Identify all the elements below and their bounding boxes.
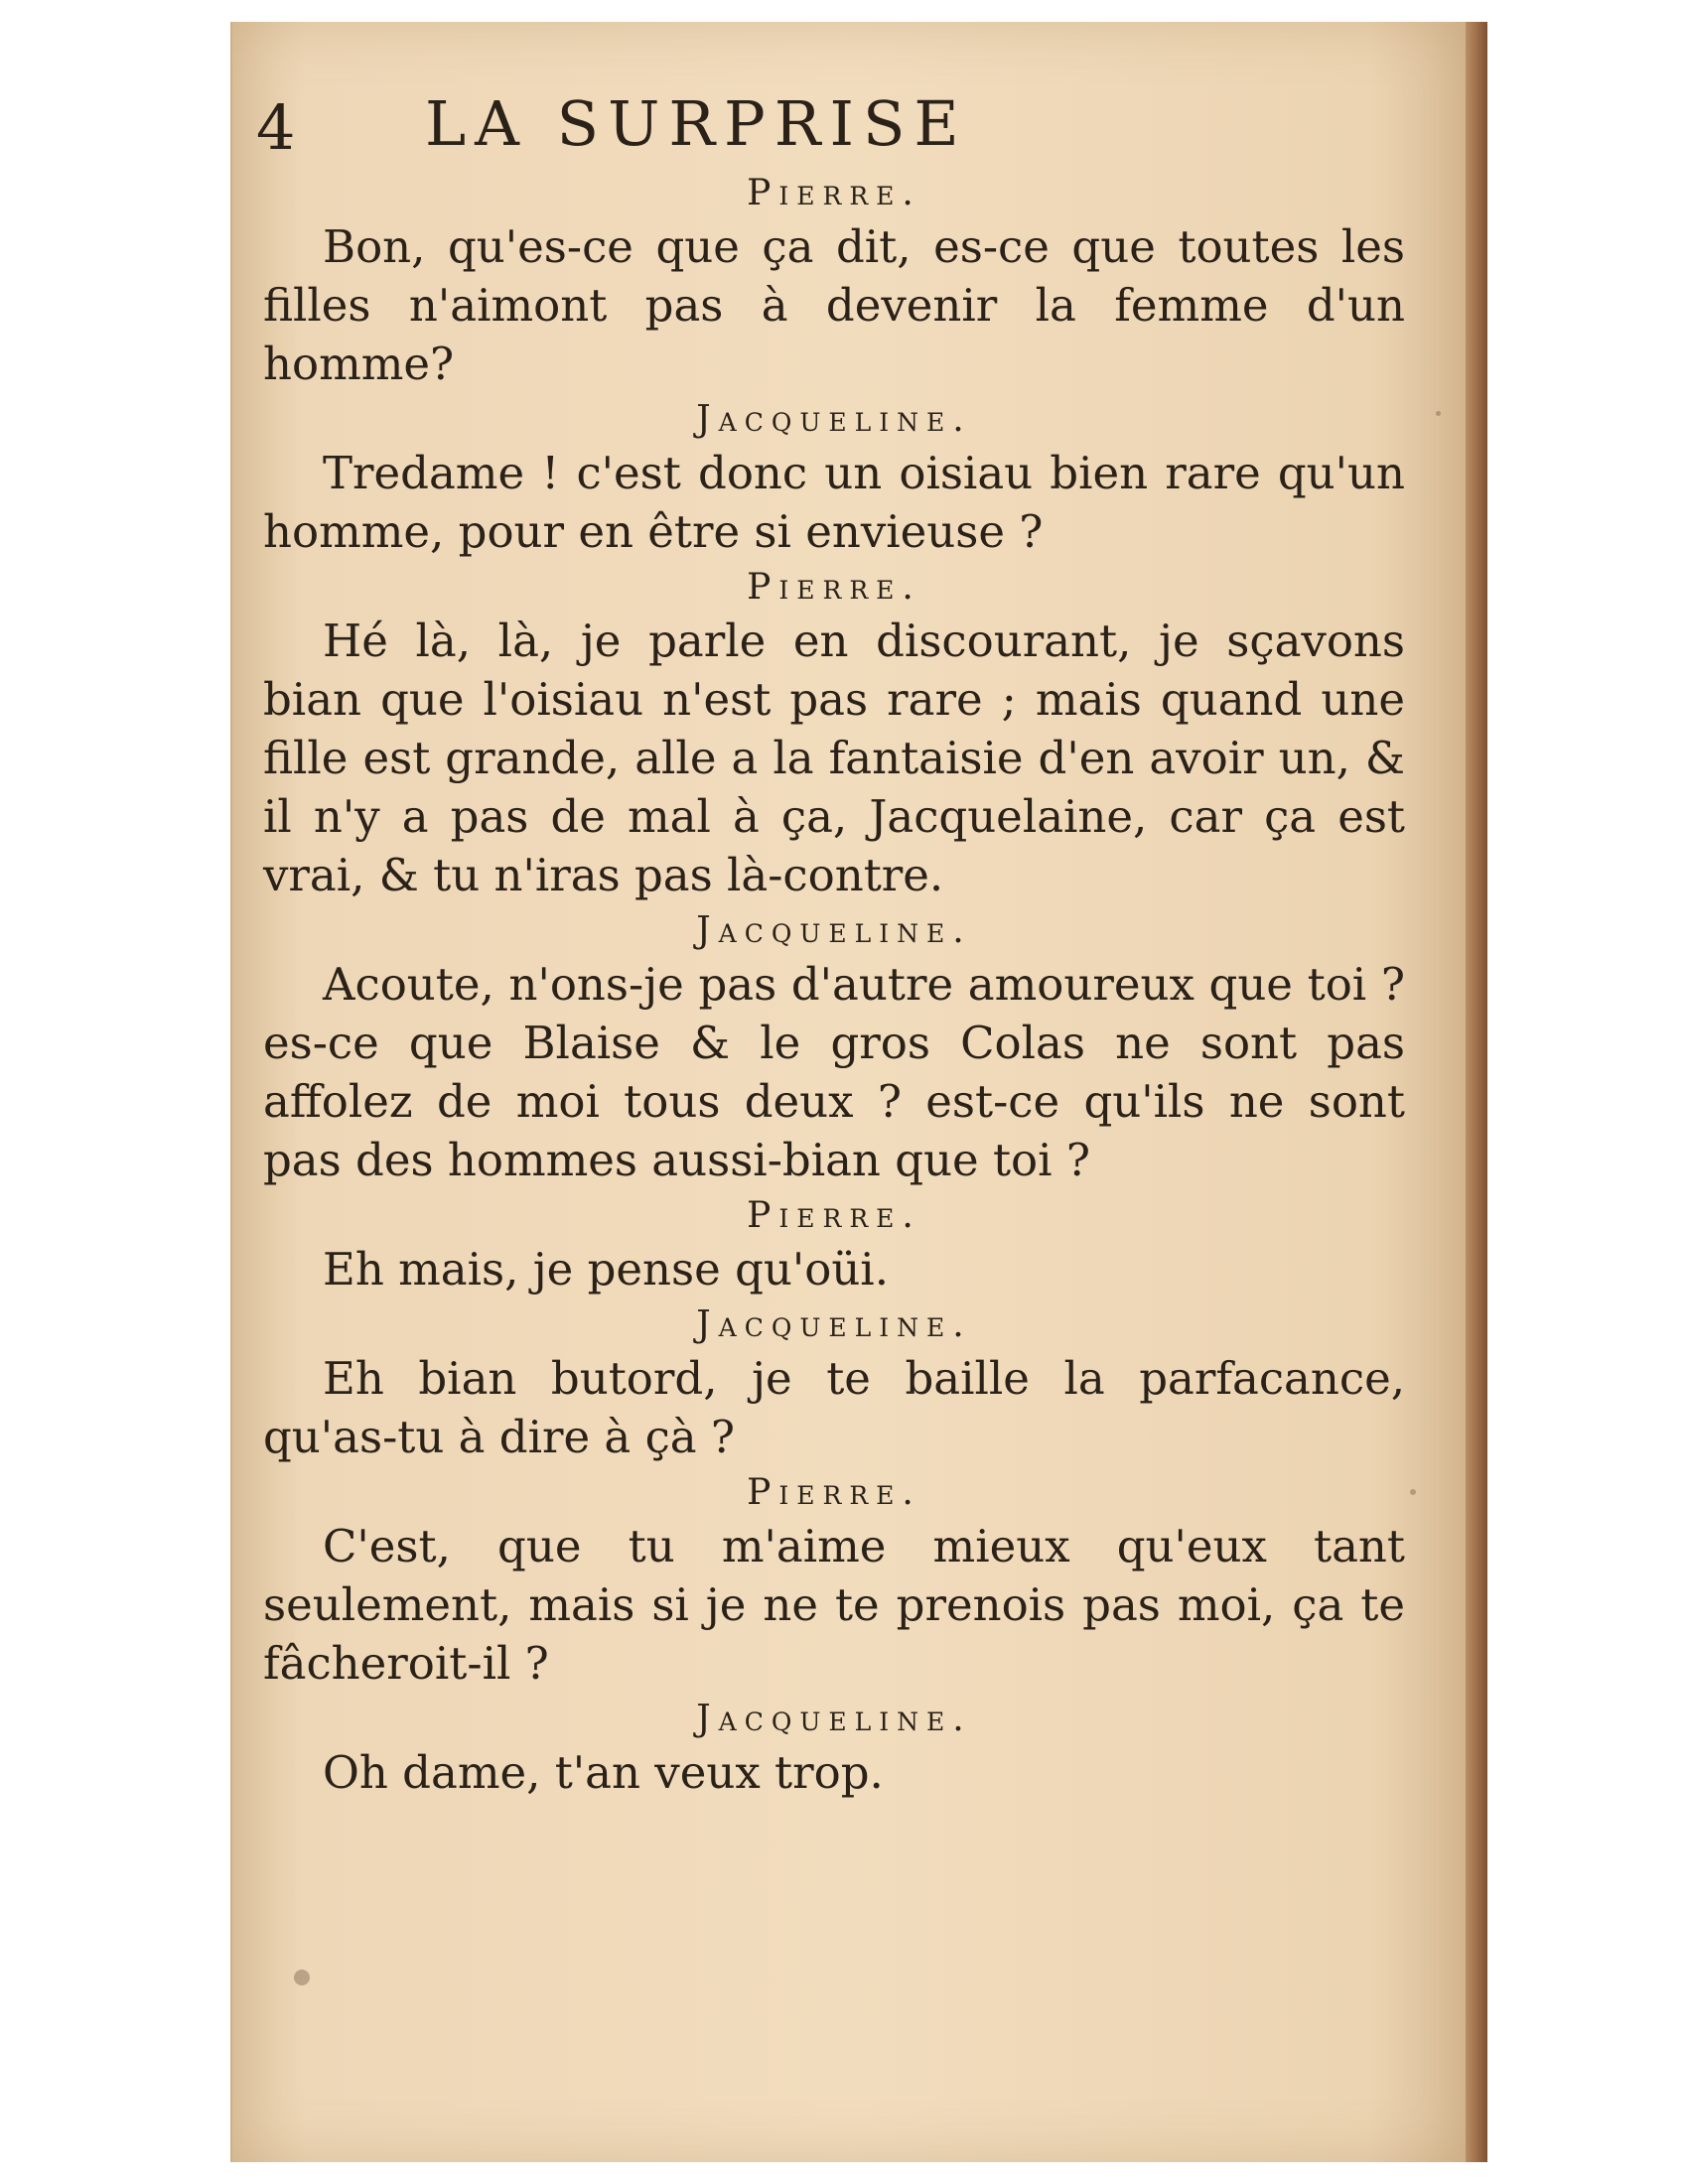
- dialogue-text: [263, 167, 1405, 1808]
- speaker-name: Pierre.: [747, 173, 921, 213]
- speech: Eh mais, je pense qu'oüi.: [323, 1243, 889, 1296]
- speech: Bon, qu'es-ce que ça dit, es-ce que toutes les filles n'aimont pas à devenir la femme d'un homme?: [263, 220, 1405, 390]
- speaker-name: Pierre.: [747, 1472, 921, 1513]
- page-number: 4: [256, 91, 296, 164]
- speaker-name: Jacqueline.: [696, 910, 972, 951]
- speaker-name: Jacqueline.: [696, 1304, 972, 1345]
- speaker-name: Jacqueline.: [696, 399, 972, 440]
- speech: Acoute, n'ons-je pas d'autre amoureux que toi ? es-ce que Blaise & le gros Colas ne sont pas affolez de moi tous deux ? est-ce qu'ils ne sont pas des hommes aussi-bian que toi ?: [263, 958, 1405, 1186]
- speech: Eh bian butord, je te baille la parfacance, qu'as-tu à dire à çà ?: [263, 1352, 1405, 1463]
- book-binding: [1466, 22, 1487, 2162]
- speech: Hé là, là, je parle en discourant, je sçavons bian que l'oisiau n'est pas rare ; mais quand une fille est grande, alle a la fantaisie d'en avoir un, & il n'y a pas de mal à ça, Jacquelaine, car ça est vrai, & tu n'iras pas là-contre.: [263, 614, 1405, 901]
- speech: Tredame ! c'est donc un oisiau bien rare qu'un homme, pour en être si envieuse ?: [263, 447, 1405, 558]
- speaker-name: Pierre.: [747, 1195, 921, 1236]
- foxing-spot: [294, 1970, 310, 1985]
- foxing-spot: [1410, 1489, 1416, 1495]
- running-head: LA SURPRISE: [425, 87, 968, 160]
- speaker-name: Jacqueline.: [696, 1699, 972, 1739]
- speech: Oh dame, t'an veux trop.: [323, 1746, 884, 1799]
- speaker-name: Pierre.: [747, 567, 921, 608]
- foxing-spot: [1436, 411, 1441, 416]
- speech: C'est, que tu m'aime mieux qu'eux tant seulement, mais si je ne te prenois pas moi, ça te fâcheroit-il ?: [263, 1520, 1405, 1690]
- page-margin: [195, 22, 230, 2162]
